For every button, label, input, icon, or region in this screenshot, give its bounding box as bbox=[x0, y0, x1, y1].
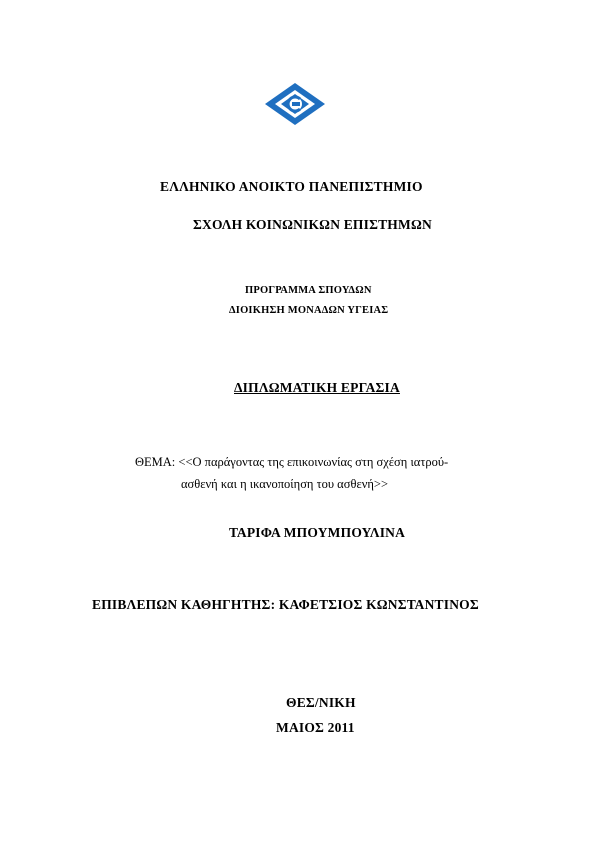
program-name: ΔΙΟΙΚΗΣΗ ΜΟΝΑΔΩΝ ΥΓΕΙΑΣ bbox=[229, 305, 389, 316]
date: ΜΑΙΟΣ 2011 bbox=[276, 720, 355, 735]
document-type: ΔΙΠΛΩΜΑΤΙΚΗ ΕΡΓΑΣΙΑ bbox=[234, 380, 400, 395]
topic-line-2: ασθενή και η ικανοποίηση του ασθενή>> bbox=[181, 477, 388, 491]
program-label: ΠΡΟΓΡΑΜΜΑ ΣΠΟΥΔΩΝ bbox=[245, 285, 372, 296]
supervisor: ΕΠΙΒΛΕΠΩΝ ΚΑΘΗΓΗΤΗΣ: ΚΑΦΕΤΣΙΟΣ ΚΩΝΣΤΑΝΤΙΝΟΣ bbox=[92, 597, 479, 612]
school-name: ΣΧΟΛΗ ΚΟΙΝΩΝΙΚΩΝ ΕΠΙΣΤΗΜΩΝ bbox=[193, 217, 432, 232]
university-name: ΕΛΛΗΝΙΚΟ ΑΝΟΙΚΤΟ ΠΑΝΕΠΙΣΤΗΜΙΟ bbox=[160, 179, 423, 194]
topic-line-1: ΘΕΜΑ: <<Ο παράγοντας της επικοινωνίας στη σχέση ιατρού- bbox=[135, 455, 449, 469]
place: ΘΕΣ/ΝΙΚΗ bbox=[286, 695, 356, 710]
author-name: ΤΑΡΙΦΑ ΜΠΟΥΜΠΟΥΛΙΝΑ bbox=[229, 525, 406, 540]
university-logo-icon bbox=[264, 82, 326, 126]
